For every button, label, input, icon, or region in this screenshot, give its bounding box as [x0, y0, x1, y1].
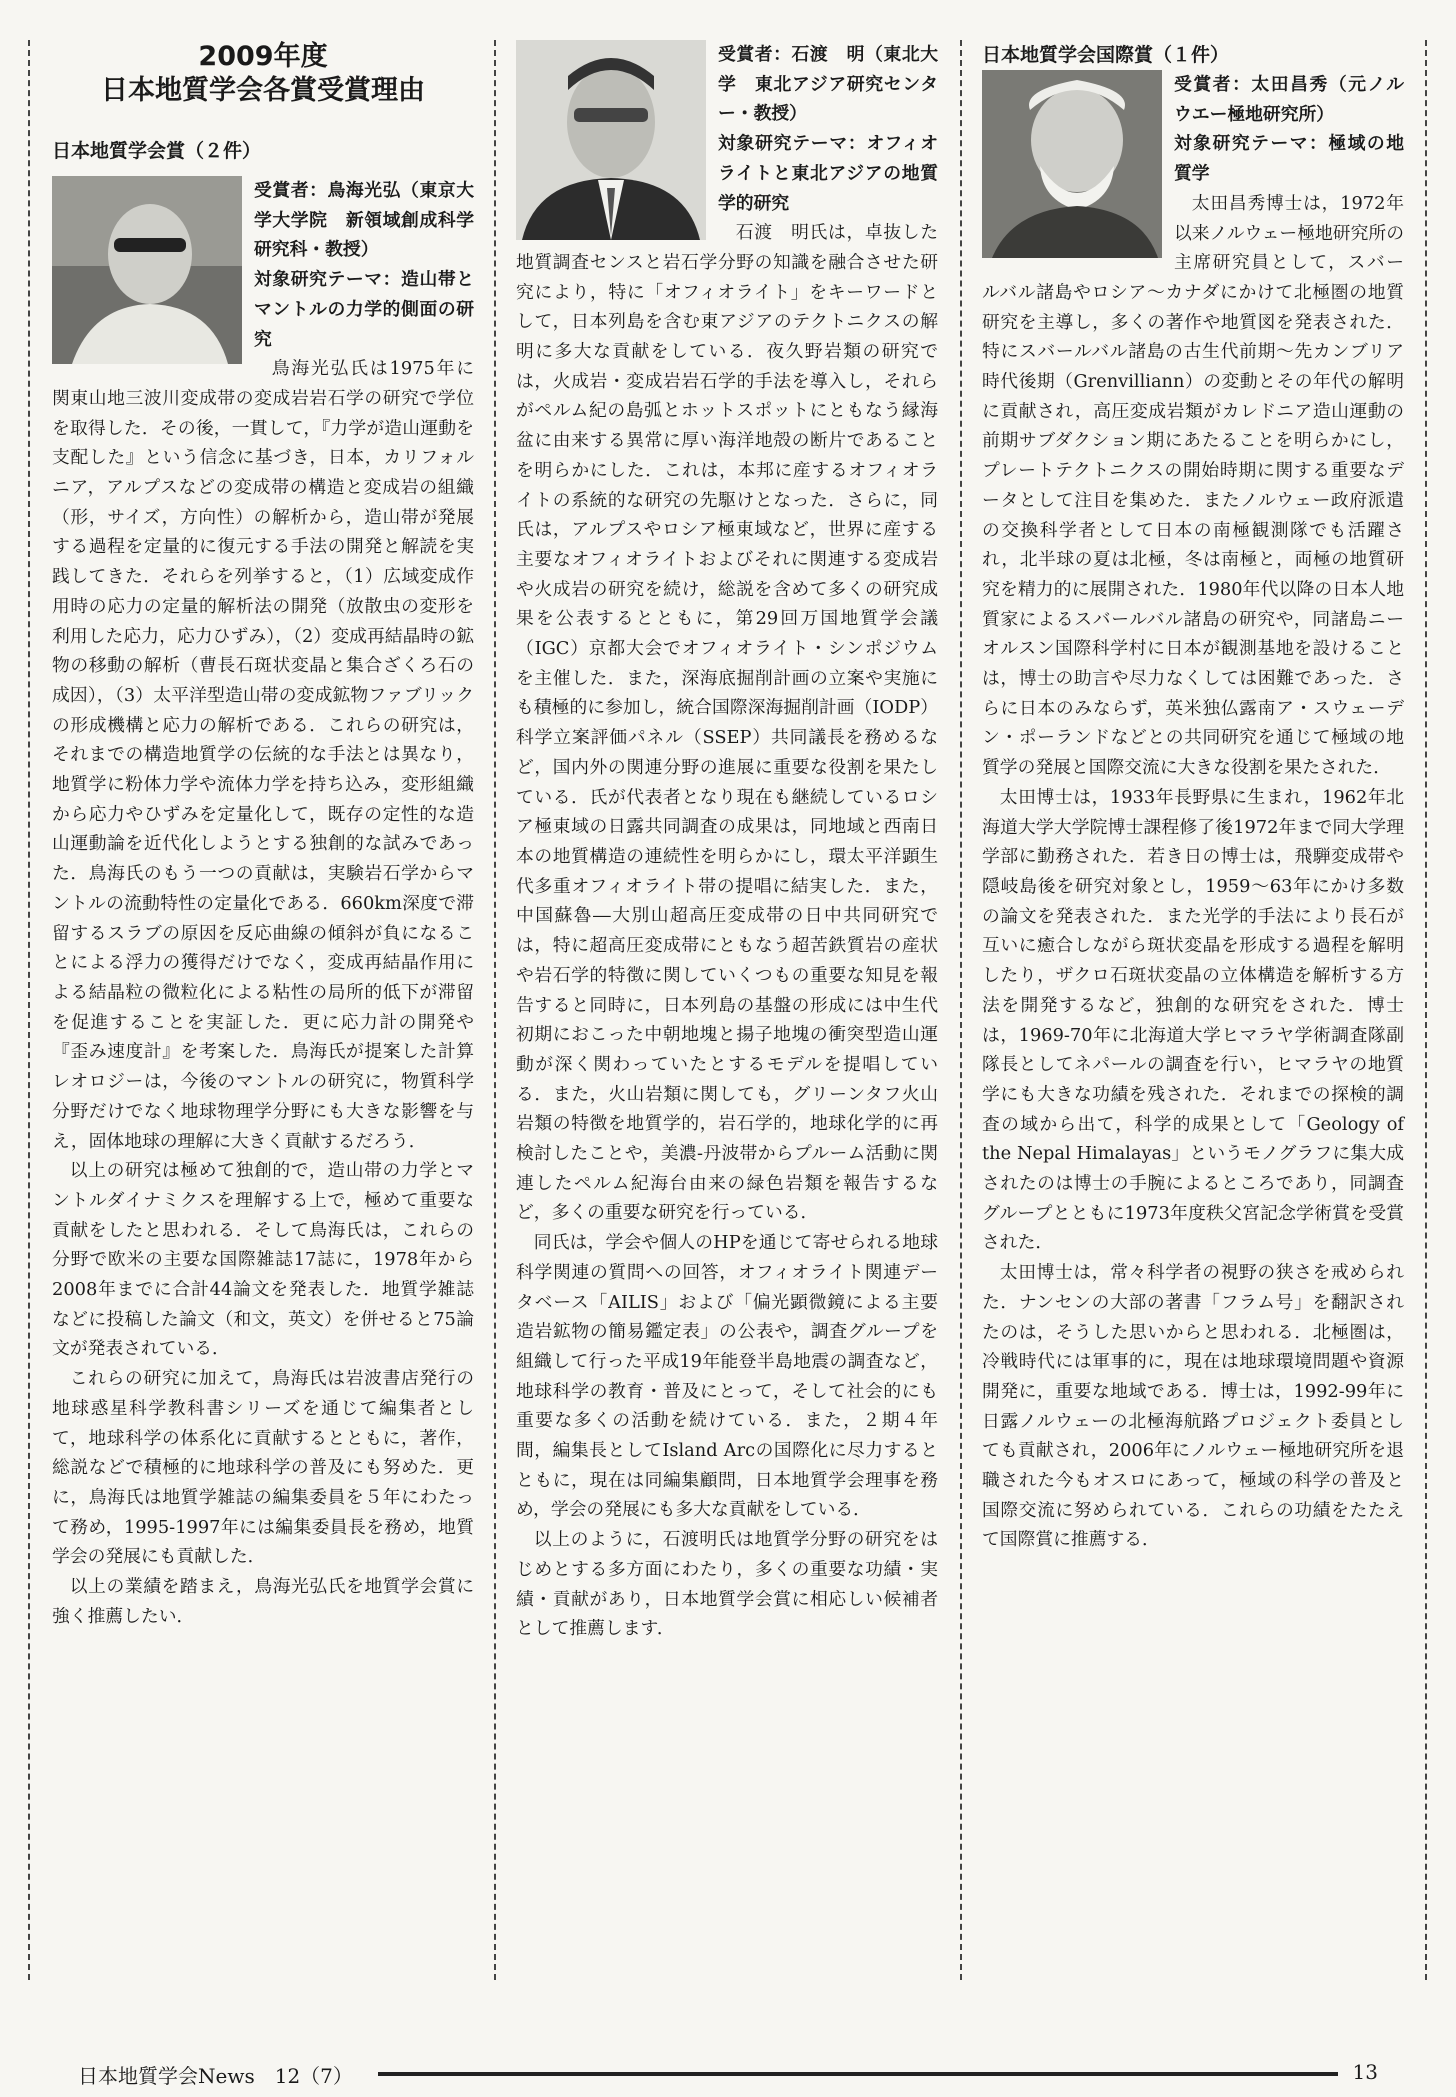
- awardee-toriumi: 受賞者：鳥海光弘（東京大学大学院 新領域創成科学研究科・教授）: [254, 180, 474, 261]
- page-number: 13: [1352, 2060, 1378, 2084]
- journal-name: 日本地質学会News 12（7）: [78, 2064, 353, 2088]
- paragraph: 太田博士は，常々科学者の視野の狭さを戒められた．ナンセンの大部の著書「フラム号」を翻訳されたのは，そうした思いからと思われる．北極圏は，冷戦時代には軍事的に，現在は地球環境問題や資源開発に，重要な地域である．博士は，1992-99年に日露ノルウェーの北極海航路プロジェクト委員としても貢献され，2006年にノルウェー極地研究所を退職された今もオスロにあって，極域の科学の普及と国際交流に努められている．これらの功績をたたえて国際賞に推薦する．: [982, 1262, 1404, 1551]
- portrait-photo-ohta: [982, 70, 1162, 258]
- left-column: [52, 40, 474, 1631]
- footer-rule: [378, 2072, 1338, 2076]
- section-header-society-award: 日本地質学会賞（２件）: [52, 140, 262, 162]
- column-divider-mid1: [494, 40, 496, 1980]
- column-divider-left: [28, 40, 30, 1980]
- page-title: 2009年度 日本地質学会各賞受賞理由: [101, 41, 425, 106]
- awardee-ishiwatari: 受賞者：石渡 明（東北大学 東北アジア研究センター・教授）: [718, 44, 938, 125]
- paragraph: 鳥海光弘氏は1975年に関東山地三波川変成帯の変成岩岩石学の研究で学位を取得した．その後，一貫して，『力学が造山運動を支配した』という信念に基づき，日本，カリフォルニア，アルプスなどの変成帯の構造と変成岩の組織（形，サイズ，方向性）の解析から，造山帯が発展する過程を定量的に復元する手法の開発と解読を実践してきた．それらを列挙すると，（1）広域変成作用時の応力の定量的解析法の開発（放散虫の変形を利用した応力，応力ひずみ），（2）変成再結晶時の鉱物の移動の解析（曹長石斑状変晶と集合ざくろ石の成因），（3）太平洋型造山帯の変成鉱物ファブリックの形成機構と応力の解析である．これらの研究は，それまでの構造地質学の伝統的な手法とは異なり，地質学に粉体力学や流体力学を持ち込み，変形組織から応力やひずみを定量化して，既存の定性的な造山運動論を近代化しようとする独創的な試みであった．鳥海氏のもう一つの貢献は，実験岩石学からマントルの流動特性の定量化である．660km深度で滞留するスラブの原因を反応曲線の傾斜が負になることによる浮力の獲得だけでなく，変成再結晶作用による結晶粒の微粒化による粘性の局所的低下が滞留を促進することを実証した．更に応力計の開発や『歪み速度計』を考案した．鳥海氏が提案した計算レオロジーは，今後のマントルの研究に，物質科学分野だけでなく地球物理学分野にも大きな影響を与え，固体地球の理解に大きく貢献するだろう．: [52, 358, 474, 1152]
- paragraph: 太田昌秀博士は，1972年以来ノルウェー極地研究所の主席研究員として，スバールバル諸島やロシア～カナダにかけて北極圏の地質研究を主導し，多くの著作や地質図を発表された．特にスバールバル諸島の古生代前期～先カンブリア時代後期（Grenvilliann）の変動とその年代の解明に貢献され，高圧変成岩類がカレドニア造山運動の前期サブダクション期にあたることを明らかにし，プレートテクトニクスの開始時期に関する重要なデータとして注目を集めた．またノルウェー政府派遣の交換科学者として日本の南極観測隊でも活躍され，北半球の夏は北極，冬は南極と，両極の地質研究を精力的に展開された．1980年代以降の日本人地質家によるスバールバル諸島の研究や，同諸島ニーオルスン国際科学村に日本が観測基地を設けることは，博士の助言や尽力なくしては困難であった．さらに日本のみならず，英米独仏露南ア・スウェーデン・ポーランドなどとの共同研究を通じて極域の地質学の発展と国際交流に大きな役割を果たされた．: [982, 192, 1404, 779]
- paragraph: 同氏は，学会や個人のHPを通じて寄せられる地球科学関連の質問への回答，オフィオライト関連データベース「AILIS」および「偏光顕微鏡による主要造岩鉱物の簡易鑑定表」の公表や，調査グループを組織して行った平成19年能登半島地震の調査など，地球科学の教育・普及にとって，そして社会的にも重要な多くの活動を続けている．また，２期４年間，編集長としてIsland Arcの国際化に尽力するとともに，現在は同編集顧問，日本地質学会理事を務め，学会の発展にも多大な貢献をしている．: [516, 1232, 938, 1521]
- theme-ohta: 対象研究テーマ：極域の地質学: [1174, 133, 1404, 185]
- paragraph: 以上の業績を踏まえ，鳥海光弘氏を地質学会賞に強く推薦したい．: [52, 1576, 474, 1627]
- page-footer: [78, 2060, 1378, 2088]
- theme-ishiwatari: 対象研究テーマ：オフィオライトと東北アジアの地質学的研究: [718, 133, 938, 214]
- paragraph: 以上の研究は極めて独創的で，造山帯の力学とマントルダイナミクスを理解する上で，極めて重要な貢献をしたと思われる．そして鳥海氏は，これらの分野で欧米の主要な国際雑誌17誌に，1978年から2008年までに合計44論文を発表した．地質学雑誌などに投稿した論文（和文，英文）を併せると75論文が発表されている．: [52, 1160, 474, 1360]
- section-header-international-award: 日本地質学会国際賞（１件）: [982, 44, 1230, 66]
- theme-toriumi: 対象研究テーマ：造山帯とマントルの力学的側面の研究: [254, 269, 474, 350]
- right-column: [982, 40, 1404, 1555]
- awardee-ohta: 受賞者：太田昌秀（元ノルウエー極地研究所）: [1174, 74, 1404, 125]
- paragraph: 以上のように，石渡明氏は地質学分野の研究をはじめとする多方面にわたり，多くの重要な功績・実績・貢献があり，日本地質学会賞に相応しい候補者として推薦します．: [516, 1529, 938, 1640]
- portrait-photo-ishiwatari: [516, 40, 706, 240]
- paragraph: これらの研究に加えて，鳥海氏は岩波書店発行の地球惑星科学教科書シリーズを通じて編集者として，地球科学の体系化に貢献するとともに，著作，総説などで積極的に地球科学の普及にも努めた．更に，鳥海氏は地質学雑誌の編集委員を５年にわたって務め，1995-1997年には編集委員長を務め，地質学会の発展にも貢献した．: [52, 1368, 474, 1568]
- paragraph: 太田博士は，1933年長野県に生まれ，1962年北海道大学大学院博士課程修了後1972年まで同大学理学部に勤務された．若き日の博士は，飛騨変成帯や隠岐島後を研究対象とし，1959～63年にかけ多数の論文を発表された．また光学的手法により長石が互いに癒合しながら斑状変晶を形成する過程を解明したり，ザクロ石斑状変晶の立体構造を解析する方法を開発するなど，独創的な研究をされた．博士は，1969-70年に北海道大学ヒマラヤ学術調査隊副隊長としてネパールの調査を行い，ヒマラヤの地質学にも大きな功績を残された．それまでの探検的調査の域から出て，科学的成果として「Geology of the Nepal Himalayas」というモノグラフに集大成されたのは博士の手腕によるところであり，同調査グループとともに1973年度秩父宮記念学術賞を受賞された．: [982, 786, 1404, 1254]
- middle-column: [516, 40, 938, 1644]
- column-divider-right: [1425, 40, 1427, 1980]
- column-divider-mid2: [960, 40, 962, 1980]
- portrait-photo-toriumi: [52, 176, 242, 364]
- paragraph: 石渡 明氏は，卓抜した地質調査センスと岩石学分野の知識を融合させた研究により，特に「オフィオライト」をキーワードとして，日本列島を含む東アジアのテクトニクスの解明に多大な貢献をしている．夜久野岩類の研究では，火成岩・変成岩岩石学的手法を導入し，それらがペルム紀の島弧とホットスポットにともなう縁海盆に由来する異常に厚い海洋地殻の断片であることを明らかにした．これは，本邦に産するオフィオライトの系統的な研究の先駆けとなった．さらに，同氏は，アルプスやロシア極東域など，世界に産する主要なオフィオライトおよびそれに関連する変成岩や火成岩の研究を続け，総説を含めて多くの研究成果を公表するとともに，第29回万国地質学会議（IGC）京都大会でオフィオライト・シンポジウムを主催した．また，深海底掘削計画の立案や実施にも積極的に参加し，統合国際深海掘削計画（IODP）科学立案評価パネル（SSEP）共同議長を務めるなど，国内外の関連分野の進展に重要な役割を果たしている．氏が代表者となり現在も継続しているロシア極東域の日露共同調査の成果は，同地域と西南日本の地質構造の連続性を明らかにし，環太平洋顕生代多重オフィオライト帯の提唱に結実した．また，中国蘇魯―大別山超高圧変成帯の日中共同研究では，特に超高圧変成帯にともなう超苦鉄質岩の産状や岩石学的特徴に関していくつもの重要な知見を報告すると同時に，日本列島の基盤の形成には中生代初期におこった中朝地塊と揚子地塊の衝突型造山運動が深く関わっていたとするモデルを提唱している．また，火山岩類に関しても，グリーンタフ火山岩類の特徴を地質学的，岩石学的，地球化学的に再検討したことや，美濃-丹波帯からプルーム活動に関連したペルム紀海台由来の緑色岩類を報告するなど，多くの重要な研究を行っている．: [516, 222, 938, 1224]
